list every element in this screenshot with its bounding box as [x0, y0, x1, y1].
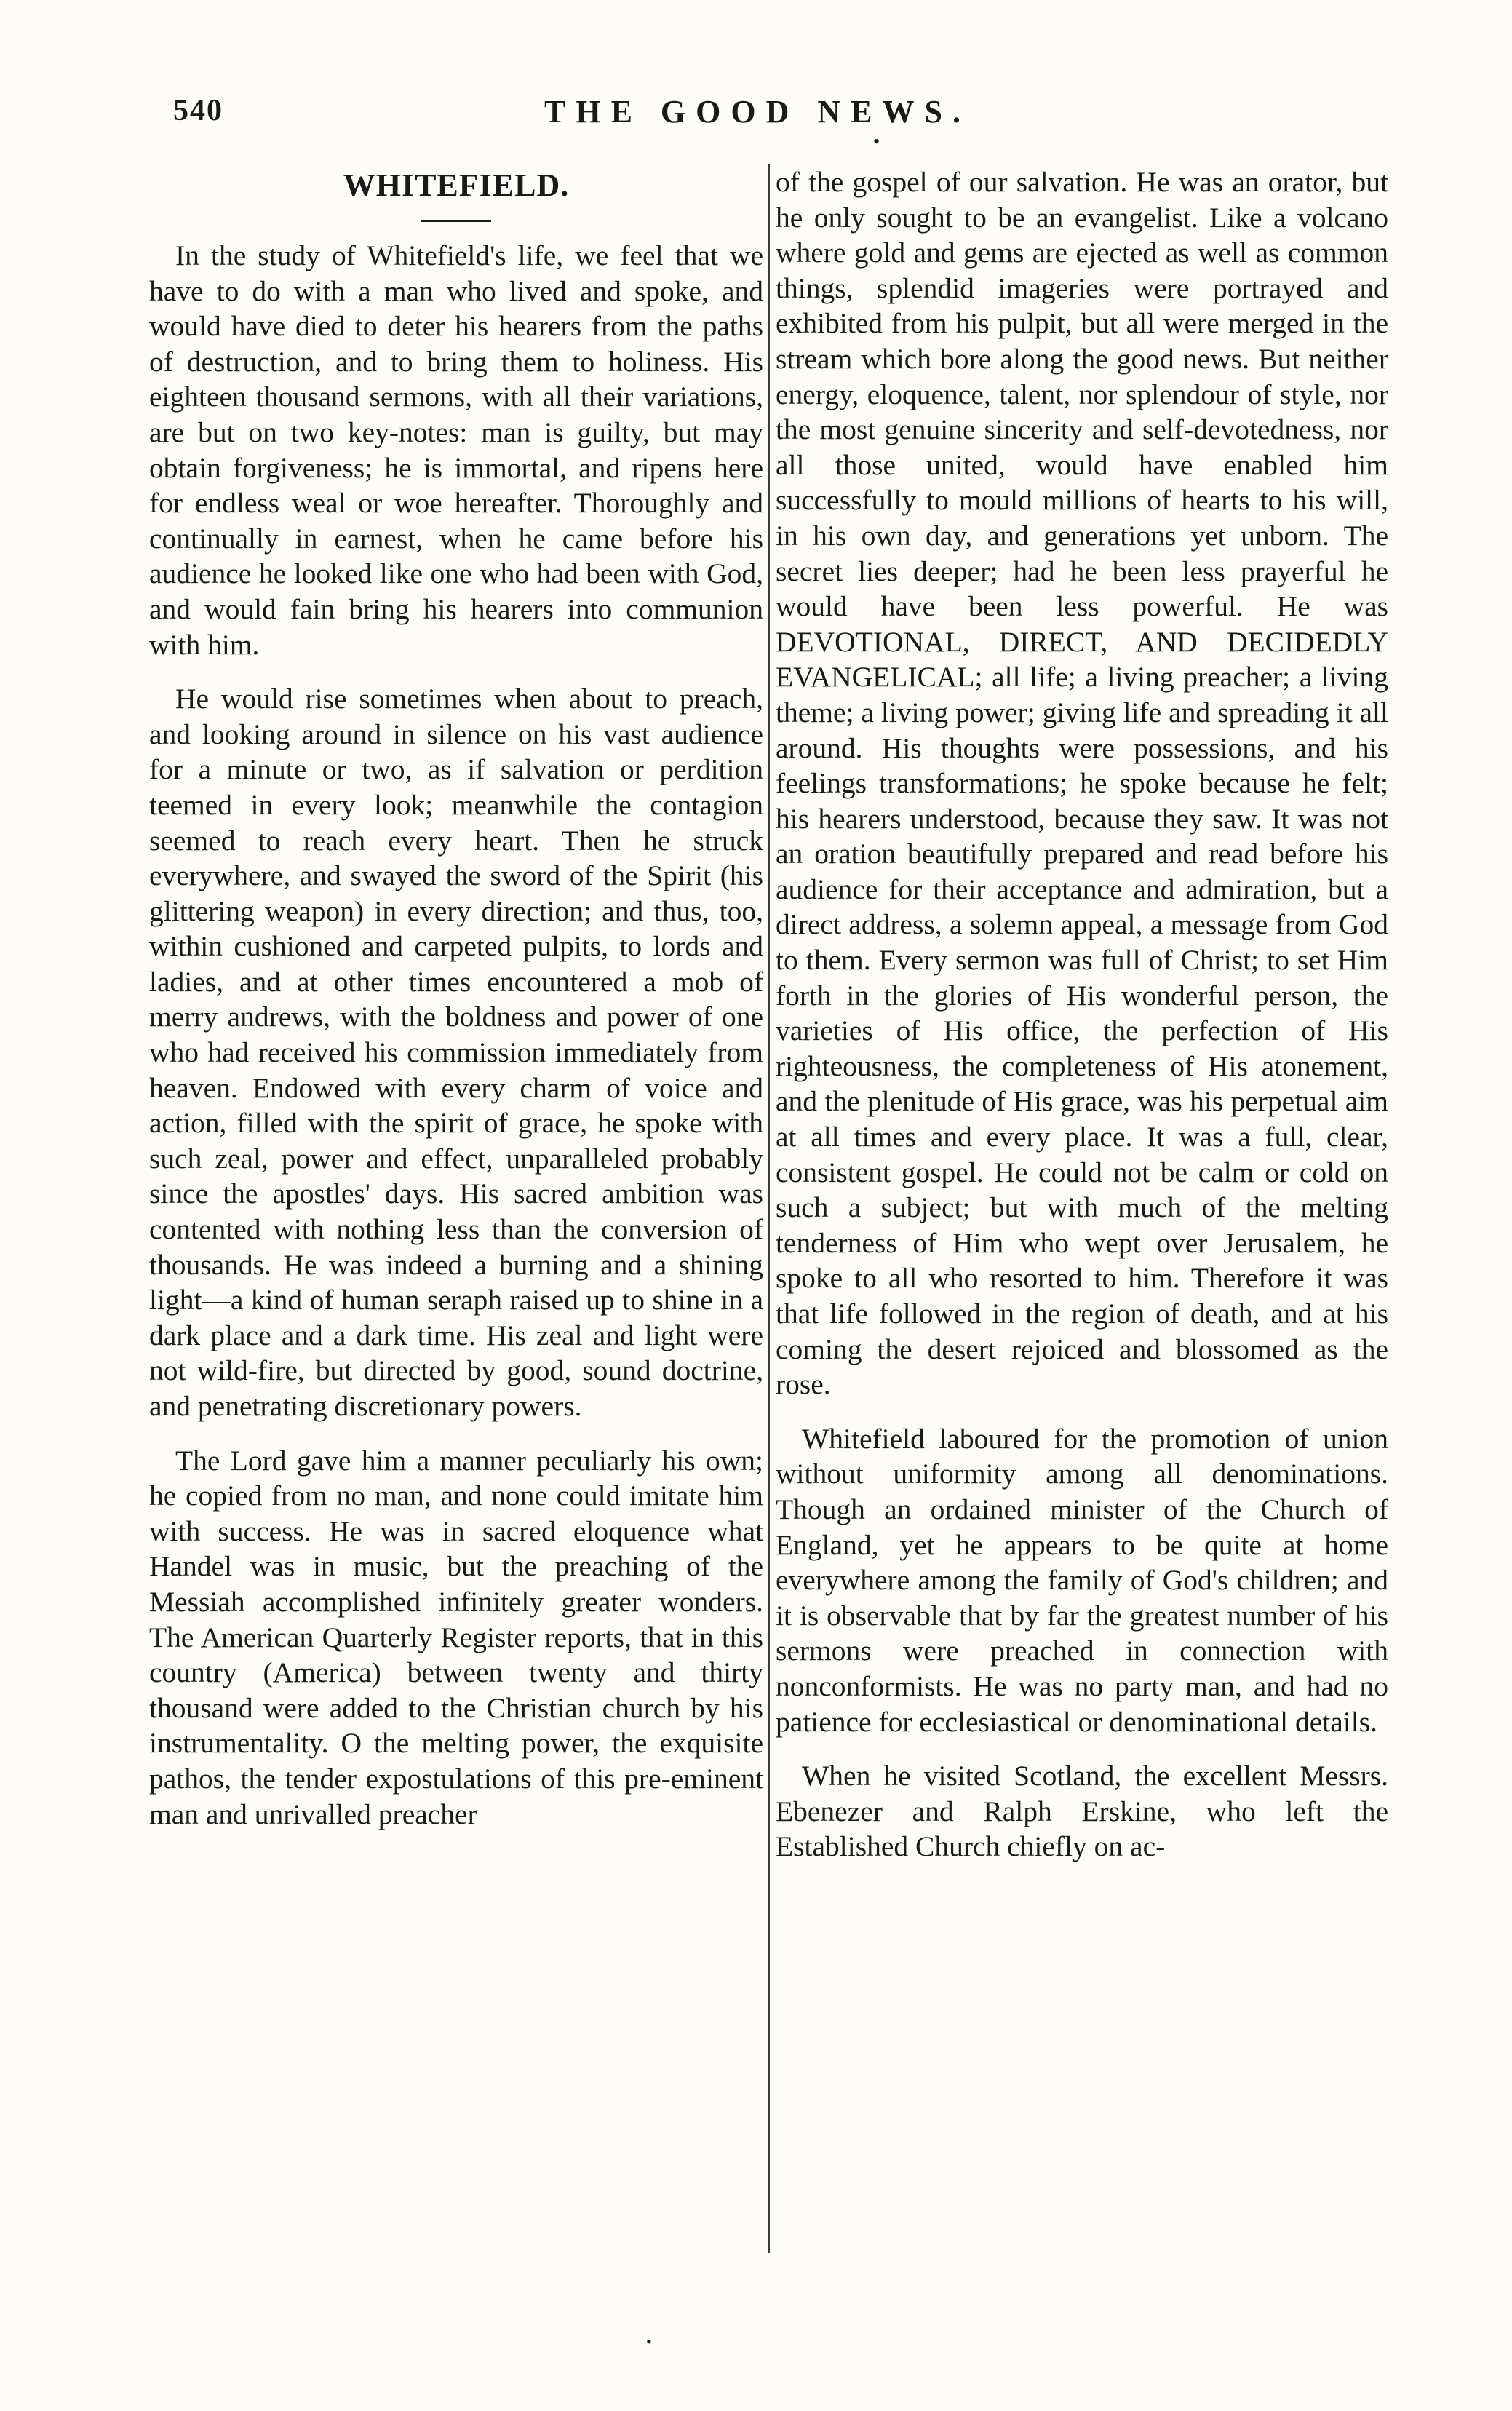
- ornament-mark: •: [873, 131, 880, 152]
- title-rule: [421, 220, 491, 222]
- print-specks: •: [646, 2332, 652, 2351]
- page-number: 540: [173, 94, 223, 127]
- paragraph: The Lord gave him a manner peculiarly his own; he copied from no man, and none could imitate him with success. He was in sacred eloquence what Handel was in music, but the preaching of the Messiah accomplished infinitely greater wonders. The American Quarterly Register reports, that in this country (America) between twenty and thirty thousand were added to the Christian church by his instrumentality. O the melting power, the exquisite pathos, the tender expostulations of this pre-eminent man and unrivalled preacher: [149, 1444, 763, 1830]
- article-title: WHITEFIELD.: [343, 167, 570, 203]
- right-column: [776, 164, 1388, 1883]
- paragraph: Whitefield laboured for the promotion of union without uniformity among all denominations. Though an ordained minister of the Church of England, yet he appears to be quite at home everywhere among the family of God's children; and it is observable that by far the greatest number of his sermons were preached in connection with nonconformists. He was no party man, and had no patience for ecclesiastical or denominational details.: [776, 1422, 1388, 1738]
- column-divider: [768, 164, 770, 2253]
- paragraph: of the gospel of our salvation. He was an orator, but he only sought to be an evangelist. Like a volcano where gold and gems are ejected as well as common things, splendid imageries were portrayed and exhibited from his pulpit, but all were merged in the stream which bore along the good news. But neither energy, eloquence, talent, nor splendour of style, nor the most genuine sincerity and self-devotedness, nor all those united, would have enabled him successfully to mould millions of hearts to his will, in his own day, and generations yet unborn. The secret lies deeper; had he been less prayerful he would have been less powerful. He was DEVOTIONAL, DIRECT, AND DECIDEDLY EVANGELICAL; all life; a living preacher; a living theme; a living power; giving life and spreading it all around. His thoughts were possessions, and his feelings transformations; he spoke because he felt; his hearers understood, because they saw. It was not an oration beautifully prepared and read before his audience for their acceptance and admiration, but a direct address, a solemn appeal, a message from God to them. Every sermon was full of Christ; to set Him forth in the glories of His wonderful person, the varieties of His office, the perfection of His righteousness, the completeness of His atonement, and the plenitude of His grace, was his perpetual aim at all times and every place. It was a full, clear, consistent gospel. He could not be calm or cold on such a subject; but with much of the melting tenderness of Him who wept over Jerusalem, he spoke to all who resorted to him. Therefore it was that life followed in the region of death, and at his coming the desert rejoiced and blossomed as the rose.: [776, 166, 1388, 1401]
- running-head: [173, 93, 1396, 144]
- paragraph: When he visited Scotland, the excellent Messrs. Ebenezer and Ralph Erskine, who left the Established Church chiefly on ac-: [776, 1760, 1388, 1863]
- paragraph: In the study of Whitefield's life, we feel that we have to do with a man who lived and spoke, and would have died to deter his hearers from the paths of destruction, and to bring them to holiness. His eighteen thousand sermons, with all their variations, are but on two key-notes: man is guilty, but may obtain forgiveness; he is immortal, and ripens here for endless weal or woe hereafter. Thoroughly and continually in earnest, when he came before his audience he looked like one who had been with God, and would fain bring his hearers into communion with him.: [149, 239, 763, 661]
- paragraph: He would rise sometimes when about to preach, and looking around in silence on his vast audience for a minute or two, as if salvation or perdition teemed in every look; meanwhile the contagion seemed to reach every heart. Then he struck everywhere, and swayed the sword of the Spirit (his glittering weapon) in every direction; and thus, too, within cushioned and carpeted pulpits, to lords and ladies, and at other times encountered a mob of merry andrews, with the boldness and power of one who had received his commission immediately from heaven. Endowed with every charm of voice and action, filled with the spirit of grace, he spoke with such zeal, power and effect, unparalleled probably since the apostles' days. His sacred ambition was contented with nothing less than the conversion of thousands. He was indeed a burning and a shining light—a kind of human seraph raised up to shine in a dark place and a dark time. His zeal and light were not wild-fire, but directed by good, sound doctrine, and penetrating discretionary powers.: [149, 683, 763, 1422]
- running-title: THE GOOD NEWS.: [544, 94, 971, 130]
- left-column: [149, 164, 763, 1851]
